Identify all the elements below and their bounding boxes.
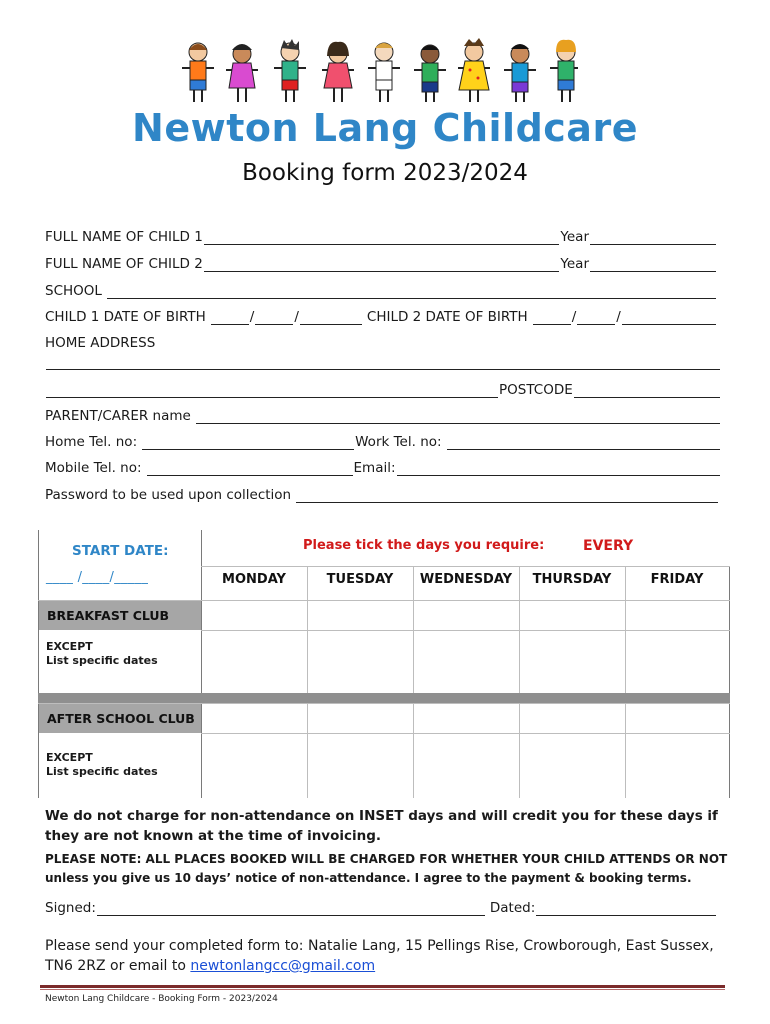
parent-name-input[interactable]	[196, 410, 720, 424]
child2-name-label: FULL NAME OF CHILD 2	[45, 256, 203, 272]
breakfast-monday-except-dates[interactable]	[202, 631, 307, 693]
child1-dob-year-input[interactable]	[300, 311, 362, 325]
school-label: SCHOOL	[45, 283, 102, 299]
afterschool-wednesday-checkbox[interactable]	[414, 704, 519, 733]
afterschool-friday-except-dates[interactable]	[626, 734, 729, 798]
child1-dob-month-input[interactable]	[255, 311, 293, 325]
child-figure-9	[550, 40, 578, 102]
child2-row	[45, 256, 717, 272]
send-address-text: Please send your completed form to: Natalie Lang, 15 Pellings Rise, Crowborough, East Sussex, TN6 2RZ or email to	[45, 938, 714, 974]
breakfast-tuesday-checkbox[interactable]	[308, 601, 413, 630]
breakfast-monday-checkbox[interactable]	[202, 601, 307, 630]
start-date-input[interactable]: ____ /____/_____	[46, 570, 149, 585]
email-label: Email:	[353, 460, 396, 476]
address-postcode-row	[45, 382, 721, 398]
send-instructions	[45, 936, 725, 976]
child2-year-label: Year	[560, 256, 589, 272]
table-row-divider	[201, 566, 730, 567]
tick-days-instruction: Please tick the days you require:	[303, 538, 545, 553]
child-figure-5	[368, 43, 400, 102]
child2-dob-day-input[interactable]	[533, 311, 571, 325]
booking-table	[38, 530, 730, 798]
address-line-1	[45, 356, 721, 370]
dob-separator: /	[249, 309, 255, 325]
child1-year-input[interactable]	[590, 231, 716, 245]
password-row	[45, 487, 719, 503]
breakfast-wednesday-checkbox[interactable]	[414, 601, 519, 630]
child1-row	[45, 229, 717, 245]
password-label: Password to be used upon collection	[45, 487, 292, 503]
parent-row	[45, 408, 721, 424]
breakfast-friday-checkbox[interactable]	[626, 601, 729, 630]
section-divider-bar	[38, 693, 730, 703]
parent-name-label: PARENT/CARER name	[45, 408, 191, 424]
child2-year-input[interactable]	[590, 258, 716, 272]
afterschool-monday-except-dates[interactable]	[202, 734, 307, 798]
child2-dob-label: CHILD 2 DATE OF BIRTH	[366, 309, 528, 325]
home-tel-label: Home Tel. no:	[45, 434, 138, 450]
every-label: EVERY	[583, 538, 634, 554]
mobile-email-row	[45, 460, 721, 476]
child-figure-8	[504, 44, 536, 102]
dated-label: Dated:	[489, 900, 536, 916]
child-figure-1	[182, 43, 214, 102]
day-header-tuesday: TUESDAY	[326, 572, 394, 587]
breakfast-except-label	[38, 640, 158, 668]
after-school-club-header: AFTER SCHOOL CLUB	[39, 704, 201, 733]
afterschool-tuesday-except-dates[interactable]	[308, 734, 413, 798]
booking-terms-note: PLEASE NOTE: ALL PLACES BOOKED WILL BE CHARGED FOR WHETHER YOUR CHILD ATTENDS OR NOT unless you give us 10 days’ notice of non-attendance. I agree to the payment & booking terms.	[45, 852, 728, 885]
child1-name-input[interactable]	[204, 231, 560, 245]
signature-input[interactable]	[97, 902, 485, 916]
dob-separator: /	[294, 309, 299, 325]
footer-rule	[40, 985, 725, 988]
postcode-input[interactable]	[574, 384, 720, 398]
work-tel-input[interactable]	[447, 436, 720, 450]
school-row	[45, 283, 717, 299]
page-footer: Newton Lang Childcare - Booking Form - 2023/2024	[45, 994, 278, 1004]
child-figure-4	[322, 42, 354, 102]
dob-row	[45, 309, 717, 325]
inset-days-note: We do not charge for non-attendance on INSET days and will credit you for these days if they are not known at the time of invoicing.	[45, 808, 718, 844]
child-figure-3	[274, 39, 306, 102]
day-header-thursday: THURSDAY	[532, 572, 612, 587]
afterschool-wednesday-except-dates[interactable]	[414, 734, 519, 798]
mobile-tel-input[interactable]	[147, 462, 353, 476]
breakfast-thursday-checkbox[interactable]	[520, 601, 625, 630]
child-figure-2	[226, 44, 258, 102]
breakfast-club-header: BREAKFAST CLUB	[39, 601, 201, 630]
child1-name-label: FULL NAME OF CHILD 1	[45, 229, 203, 245]
breakfast-friday-except-dates[interactable]	[626, 631, 729, 693]
start-date-label: START DATE:	[72, 543, 169, 559]
signature-row	[45, 900, 717, 916]
child-figure-7	[458, 38, 490, 102]
form-title: Booking form 2023/2024	[242, 160, 528, 186]
afterschool-tuesday-checkbox[interactable]	[308, 704, 413, 733]
except-title: EXCEPT	[46, 751, 93, 764]
afterschool-friday-checkbox[interactable]	[626, 704, 729, 733]
email-input[interactable]	[397, 462, 720, 476]
date-input[interactable]	[536, 902, 716, 916]
breakfast-wednesday-except-dates[interactable]	[414, 631, 519, 693]
home-tel-input[interactable]	[142, 436, 354, 450]
day-header-wednesday: WEDNESDAY	[419, 572, 513, 587]
child1-dob-label: CHILD 1 DATE OF BIRTH	[45, 309, 206, 325]
school-input[interactable]	[107, 285, 716, 299]
footer-rule-thin	[40, 989, 725, 990]
child2-dob-month-input[interactable]	[577, 311, 615, 325]
afterschool-except-label	[38, 751, 158, 779]
child1-dob-day-input[interactable]	[211, 311, 249, 325]
address-line-2-input[interactable]	[46, 384, 498, 398]
dob-separator: /	[616, 309, 621, 325]
phone-row	[45, 434, 721, 450]
afterschool-monday-checkbox[interactable]	[202, 704, 307, 733]
child2-name-input[interactable]	[204, 258, 560, 272]
except-title: EXCEPT	[46, 640, 93, 653]
afterschool-thursday-checkbox[interactable]	[520, 704, 625, 733]
work-tel-label: Work Tel. no:	[355, 434, 442, 450]
password-input[interactable]	[296, 489, 718, 503]
postcode-label: POSTCODE	[499, 382, 573, 398]
breakfast-thursday-except-dates[interactable]	[520, 631, 625, 693]
afterschool-thursday-except-dates[interactable]	[520, 734, 625, 798]
home-address-label: HOME ADDRESS	[45, 335, 156, 351]
child-figure-6	[414, 45, 446, 102]
breakfast-tuesday-except-dates[interactable]	[308, 631, 413, 693]
dob-separator: /	[571, 309, 577, 325]
address-line-1-input[interactable]	[46, 356, 720, 370]
day-header-friday: FRIDAY	[650, 572, 704, 587]
children-logo-illustration	[180, 38, 590, 106]
email-link[interactable]: newtonlangcc@gmail.com	[190, 958, 376, 974]
child2-dob-year-input[interactable]	[622, 311, 716, 325]
organisation-title: Newton Lang Childcare	[132, 106, 638, 150]
signed-label: Signed:	[45, 900, 96, 916]
day-header-monday: MONDAY	[222, 572, 286, 587]
except-subtitle: List specific dates	[46, 765, 158, 778]
mobile-tel-label: Mobile Tel. no:	[45, 460, 142, 476]
child1-year-label: Year	[560, 229, 589, 245]
except-subtitle: List specific dates	[46, 654, 158, 667]
